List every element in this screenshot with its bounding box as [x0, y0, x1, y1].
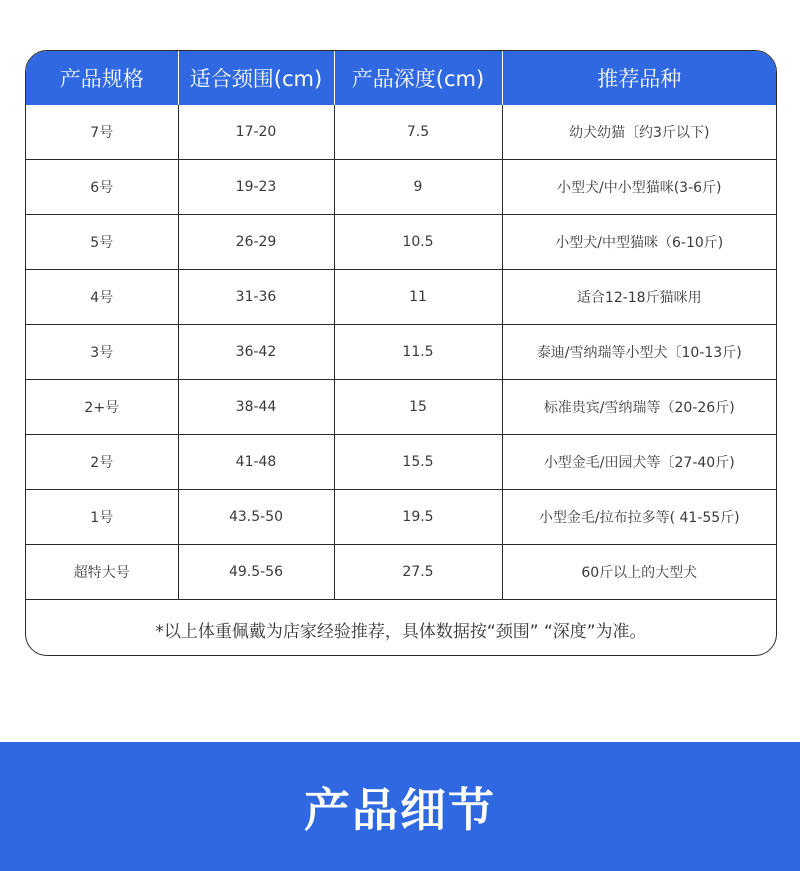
size-chart-card	[25, 50, 777, 656]
table-row	[26, 435, 776, 490]
cell-neck-girth: 49.5-56	[178, 545, 334, 600]
cell-depth: 15.5	[334, 435, 502, 490]
cell-breed: 泰迪/雪纳瑞等小型犬〔10-13斤)	[502, 325, 776, 380]
cell-neck-girth: 38-44	[178, 380, 334, 435]
size-chart-table	[26, 51, 776, 656]
cell-neck-girth: 17-20	[178, 105, 334, 160]
cell-neck-girth: 26-29	[178, 215, 334, 270]
section-title: 产品细节	[304, 782, 496, 837]
cell-spec: 2号	[26, 435, 178, 490]
cell-neck-girth: 43.5-50	[178, 490, 334, 545]
cell-breed: 幼犬幼猫〔约3斤以下)	[502, 105, 776, 160]
cell-breed: 小型金毛/拉布拉多等( 41-55斤)	[502, 490, 776, 545]
header-spec: 产品规格	[26, 51, 178, 105]
cell-depth: 7.5	[334, 105, 502, 160]
table-header-row	[26, 51, 776, 105]
table-footnote: *以上体重佩戴为店家经验推荐，具体数据按“颈围” “深度”为准。	[155, 621, 647, 642]
cell-breed: 小型金毛/田园犬等〔27-40斤)	[502, 435, 776, 490]
cell-breed: 小型犬/中型猫咪（6-10斤)	[502, 215, 776, 270]
table-row	[26, 490, 776, 545]
table-note-row	[26, 600, 776, 657]
header-depth: 产品深度(cm)	[334, 51, 502, 105]
cell-breed: 标准贵宾/雪纳瑞等（20-26斤)	[502, 380, 776, 435]
cell-spec: 6号	[26, 160, 178, 215]
cell-depth: 9	[334, 160, 502, 215]
section-banner	[0, 742, 800, 871]
cell-spec: 4号	[26, 270, 178, 325]
cell-spec: 3号	[26, 325, 178, 380]
table-row	[26, 545, 776, 600]
cell-spec: 7号	[26, 105, 178, 160]
cell-depth: 19.5	[334, 490, 502, 545]
cell-spec: 超特大号	[26, 545, 178, 600]
cell-breed: 60斤以上的大型犬	[502, 545, 776, 600]
cell-depth: 11	[334, 270, 502, 325]
cell-neck-girth: 19-23	[178, 160, 334, 215]
table-row	[26, 380, 776, 435]
header-recommended-breed: 推荐品种	[502, 51, 776, 105]
table-row	[26, 325, 776, 380]
cell-spec: 1号	[26, 490, 178, 545]
header-neck-girth: 适合颈围(cm)	[178, 51, 334, 105]
cell-depth: 15	[334, 380, 502, 435]
cell-neck-girth: 31-36	[178, 270, 334, 325]
cell-neck-girth: 36-42	[178, 325, 334, 380]
table-row	[26, 105, 776, 160]
cell-depth: 10.5	[334, 215, 502, 270]
table-row	[26, 215, 776, 270]
cell-depth: 27.5	[334, 545, 502, 600]
cell-breed: 小型犬/中小型猫咪(3-6斤)	[502, 160, 776, 215]
cell-breed: 适合12-18斤猫咪用	[502, 270, 776, 325]
cell-spec: 5号	[26, 215, 178, 270]
cell-neck-girth: 41-48	[178, 435, 334, 490]
cell-depth: 11.5	[334, 325, 502, 380]
table-row	[26, 160, 776, 215]
table-row	[26, 270, 776, 325]
cell-spec: 2+号	[26, 380, 178, 435]
